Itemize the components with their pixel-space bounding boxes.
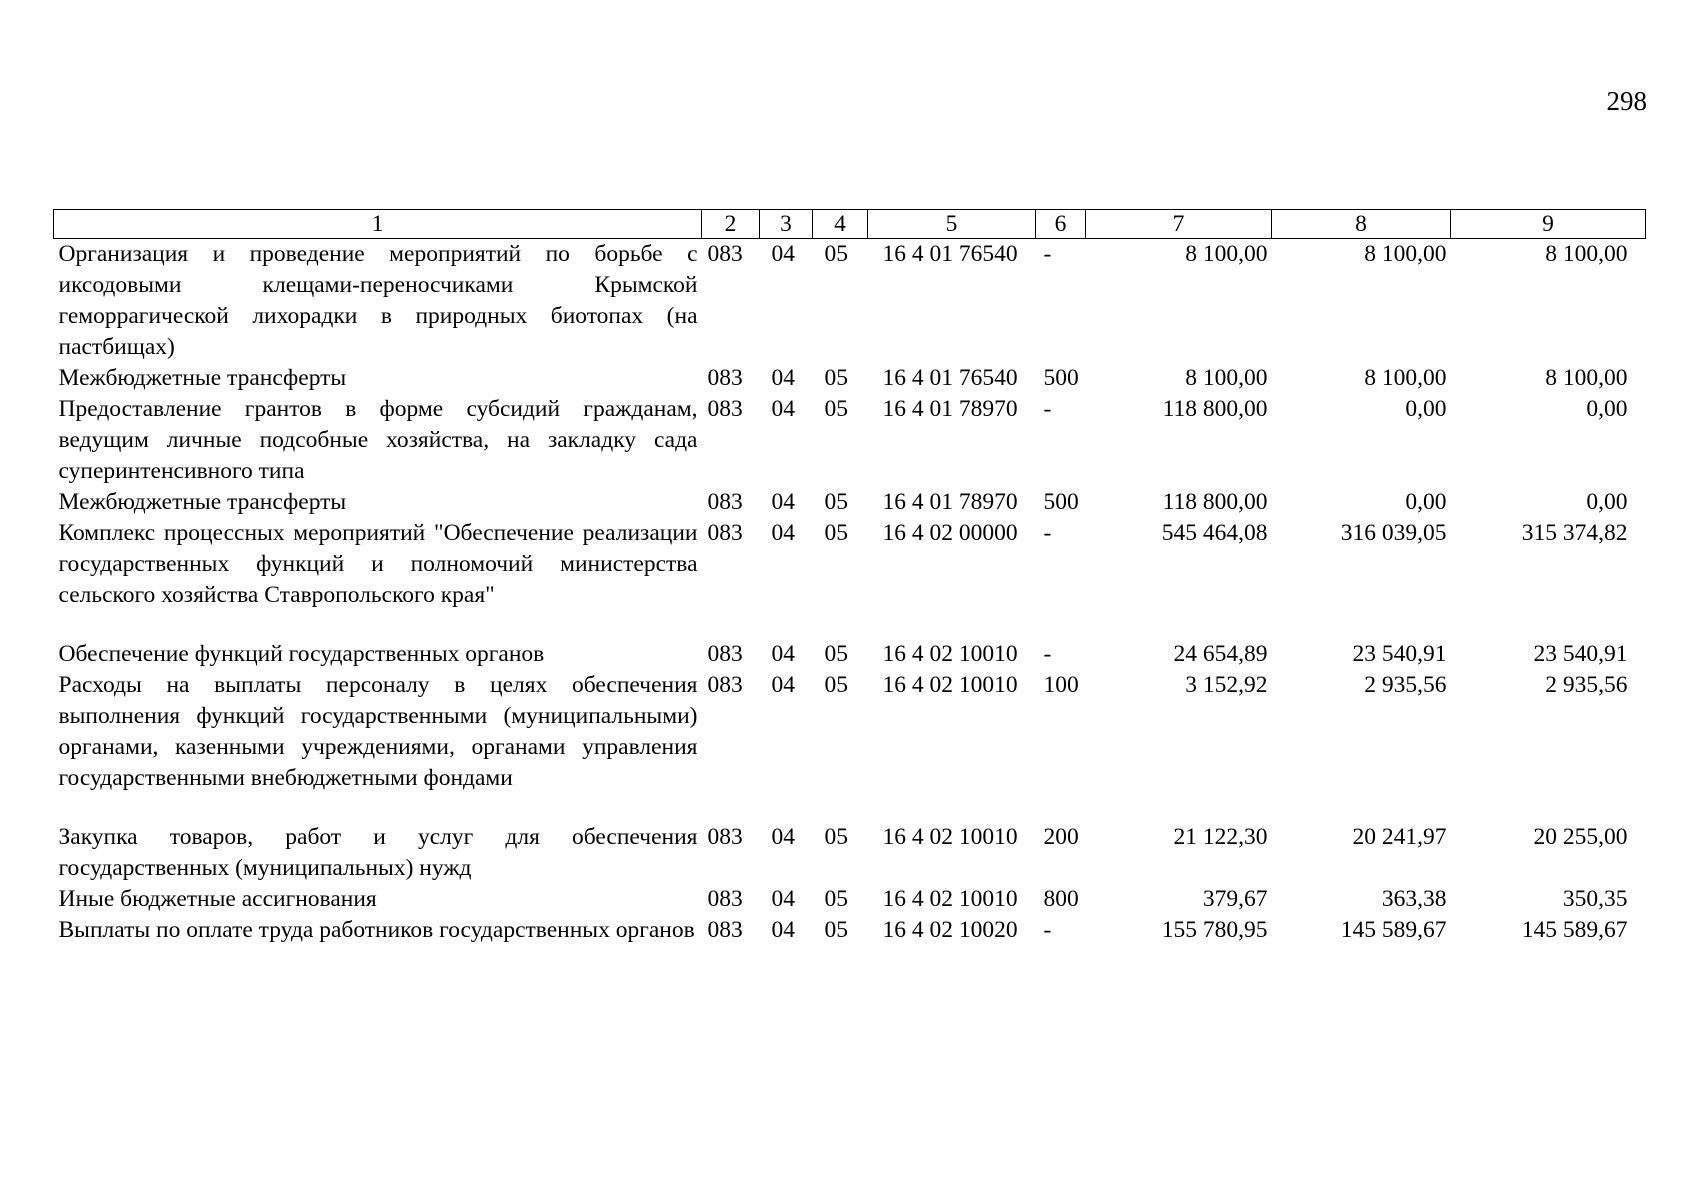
row-amount-year1: 545 464,08 [1161,520,1268,546]
row-target-article: 16 4 02 10010 [882,886,1018,912]
table-row [54,670,1646,822]
row-amount-year1: 118 800,00 [1162,396,1268,422]
row-section: 04 [771,241,795,267]
row-amount-year3: 0,00 [1586,489,1628,515]
row-amount-year2: 23 540,91 [1352,641,1447,667]
row-subsection: 05 [824,824,848,850]
row-section: 04 [771,365,795,391]
row-target-article: 16 4 02 00000 [882,520,1018,546]
table-row [54,239,1646,364]
row-target-article: 16 4 01 78970 [882,489,1018,515]
row-expense-type: - [1043,641,1052,667]
row-section: 04 [771,672,795,698]
header-row [54,210,1646,239]
table-row [54,822,1646,884]
table-row [54,884,1646,915]
row-expense-type: 500 [1043,365,1079,391]
row-amount-year2: 8 100,00 [1364,241,1447,267]
row-target-article: 16 4 01 78970 [882,396,1018,422]
table-row [54,487,1646,518]
row-amount-year1: 155 780,95 [1161,917,1268,943]
row-name: Закупка товаров, работ и услуг для обеспечения государственных (муниципальных) нужд [58,824,698,881]
row-amount-year1: 21 122,30 [1173,824,1268,850]
row-gr: 083 [707,917,743,943]
row-subsection: 05 [824,489,848,515]
table-row [54,394,1646,487]
row-amount-year2: 363,38 [1381,886,1447,912]
row-gr: 083 [707,520,743,546]
row-amount-year3: 20 255,00 [1533,824,1628,850]
table-row [54,639,1646,670]
row-subsection: 05 [824,520,848,546]
row-name: Предоставление грантов в форме субсидий гражданам, ведущим личные подсобные хозяйства, на закладку сада суперинтенсивного типа [58,396,698,484]
row-amount-year3: 350,35 [1562,886,1628,912]
row-expense-type: 100 [1043,672,1079,698]
table-row [54,363,1646,394]
row-amount-year2: 145 589,67 [1340,917,1447,943]
row-expense-type: - [1043,520,1052,546]
row-name: Иные бюджетные ассигнования [58,886,377,912]
row-name: Расходы на выплаты персоналу в целях обеспечения выполнения функций государственными (муниципальными) органами, казенными учреждениями, органами управления государственными внебюджетными фондами [58,672,698,791]
row-name: Обеспечение функций государственных органов [58,641,545,667]
row-amount-year3: 8 100,00 [1545,365,1628,391]
table-body [54,239,1646,947]
row-section: 04 [771,641,795,667]
row-section: 04 [771,824,795,850]
header-cell-1: 1 [54,210,702,239]
row-amount-year2: 316 039,05 [1340,520,1447,546]
row-amount-year3: 145 589,67 [1521,917,1628,943]
header-cell-6: 6 [1036,210,1086,239]
header-cell-5: 5 [868,210,1036,239]
header-cell-7: 7 [1086,210,1272,239]
row-expense-type: - [1043,917,1052,943]
row-gr: 083 [707,672,743,698]
row-amount-year1: 379,67 [1202,886,1268,912]
row-amount-year1: 8 100,00 [1185,365,1268,391]
row-amount-year2: 0,00 [1405,489,1447,515]
row-gr: 083 [707,241,743,267]
row-gr: 083 [707,489,743,515]
row-gr: 083 [707,641,743,667]
row-expense-type: - [1043,396,1052,422]
row-amount-year3: 8 100,00 [1545,241,1628,267]
row-section: 04 [771,917,795,943]
row-amount-year2: 20 241,97 [1352,824,1447,850]
row-gr: 083 [707,365,743,391]
row-target-article: 16 4 01 76540 [882,241,1018,267]
header-cell-2: 2 [702,210,760,239]
row-amount-year2: 2 935,56 [1364,672,1447,698]
row-gr: 083 [707,824,743,850]
row-amount-year3: 2 935,56 [1545,672,1628,698]
row-name: Комплекс процессных мероприятий "Обеспечение реализации государственных функций и полномочий министерства сельского хозяйства Ставропольского края" [58,520,698,608]
budget-table [53,209,1646,946]
row-name: Межбюджетные трансферты [58,489,347,515]
row-amount-year1: 118 800,00 [1162,489,1268,515]
row-subsection: 05 [824,365,848,391]
row-section: 04 [771,489,795,515]
row-amount-year3: 315 374,82 [1521,520,1628,546]
row-section: 04 [771,520,795,546]
row-target-article: 16 4 02 10010 [882,641,1018,667]
row-amount-year1: 24 654,89 [1173,641,1268,667]
row-amount-year2: 0,00 [1405,396,1447,422]
row-name: Выплаты по оплате труда работников государственных органов [58,917,695,943]
header-cell-4: 4 [813,210,868,239]
row-expense-type: 200 [1043,824,1079,850]
row-amount-year1: 8 100,00 [1185,241,1268,267]
table-row [54,915,1646,946]
row-expense-type: - [1043,241,1052,267]
table-row [54,518,1646,639]
row-target-article: 16 4 02 10010 [882,672,1018,698]
row-amount-year1: 3 152,92 [1185,672,1268,698]
row-subsection: 05 [824,396,848,422]
row-section: 04 [771,396,795,422]
row-gr: 083 [707,886,743,912]
row-section: 04 [771,886,795,912]
row-name: Организация и проведение мероприятий по борьбе с иксодовыми клещами-переносчиками Крымской геморрагической лихорадки в природных биотопах (на пастбищах) [58,241,698,360]
row-subsection: 05 [824,641,848,667]
row-expense-type: 800 [1043,886,1079,912]
row-gr: 083 [707,396,743,422]
header-cell-3: 3 [760,210,813,239]
row-amount-year3: 23 540,91 [1533,641,1628,667]
page-number: 298 [1606,86,1647,116]
row-target-article: 16 4 02 10010 [882,824,1018,850]
row-target-article: 16 4 02 10020 [882,917,1018,943]
row-subsection: 05 [824,672,848,698]
row-amount-year2: 8 100,00 [1364,365,1447,391]
row-name: Межбюджетные трансферты [58,365,347,391]
row-subsection: 05 [824,241,848,267]
header-cell-9: 9 [1451,210,1646,239]
row-subsection: 05 [824,886,848,912]
row-target-article: 16 4 01 76540 [882,365,1018,391]
header-cell-8: 8 [1272,210,1451,239]
row-expense-type: 500 [1043,489,1079,515]
row-subsection: 05 [824,917,848,943]
row-amount-year3: 0,00 [1586,396,1628,422]
table-header [54,210,1646,239]
